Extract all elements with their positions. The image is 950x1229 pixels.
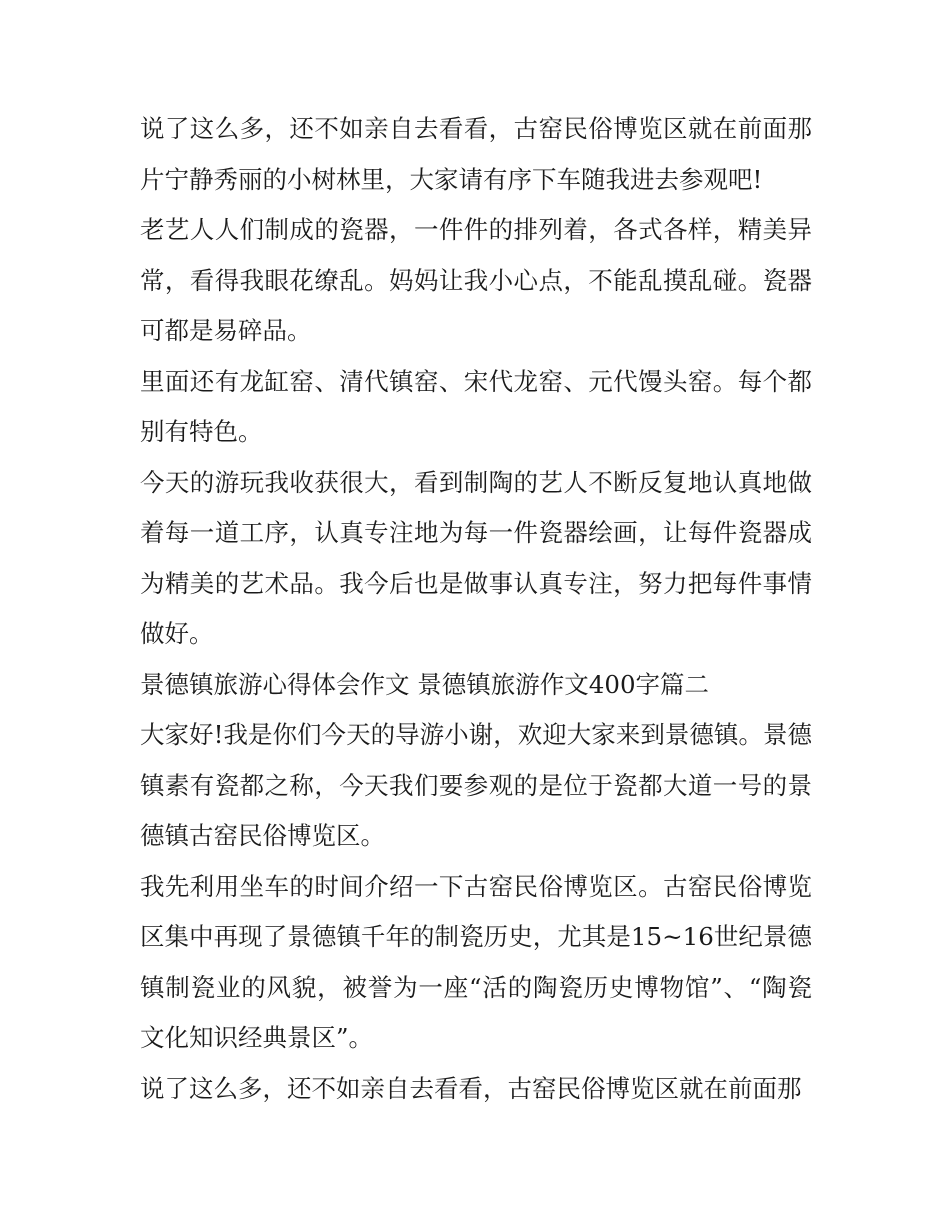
paragraph-reflection: 今天的游玩我收获很大，看到制陶的艺人不断反复地认真地做着每一道工序，认真专注地为每一件瓷器绘画，让每件瓷器成为精美的艺术品。我今后也是做事认真专注，努力把每件事情做好。 (140, 467, 812, 648)
section-heading: 景德镇旅游心得体会作文 景德镇旅游作文400字篇二 (140, 669, 710, 699)
paragraph-porcelain-display: 老艺人人们制成的瓷器，一件件的排列着，各式各样，精美异常，看得我眼花缭乱。妈妈让我小心点，不能乱摸乱碰。瓷器可都是易碎品。 (140, 215, 812, 345)
paragraph-kilns: 里面还有龙缸窑、清代镇窑、宋代龙窑、元代馒头窑。每个都别有特色。 (140, 366, 812, 446)
paragraph-greeting: 大家好!我是你们今天的导游小谢，欢迎大家来到景德镇。景德镇素有瓷都之称，今天我们要参观的是位于瓷都大道一号的景德镇古窑民俗博览区。 (140, 720, 812, 850)
paragraph-intro-visit: 说了这么多，还不如亲自去看看，古窑民俗博览区就在前面那片宁静秀丽的小树林里，大家请有序下车随我进去参观吧! (140, 114, 812, 194)
paragraph-introduction: 我先利用坐车的时间介绍一下古窑民俗博览区。古窑民俗博览区集中再现了景德镇千年的制瓷历史，尤其是15~16世纪景德镇制瓷业的风貌，被誉为一座“活的陶瓷历史博物馆”、“陶瓷文化知识经典景区”。 (140, 871, 812, 1052)
document-body (140, 104, 812, 1114)
paragraph-closing-fragment: 说了这么多，还不如亲自去看看，古窑民俗博览区就在前面那 (140, 1073, 802, 1103)
